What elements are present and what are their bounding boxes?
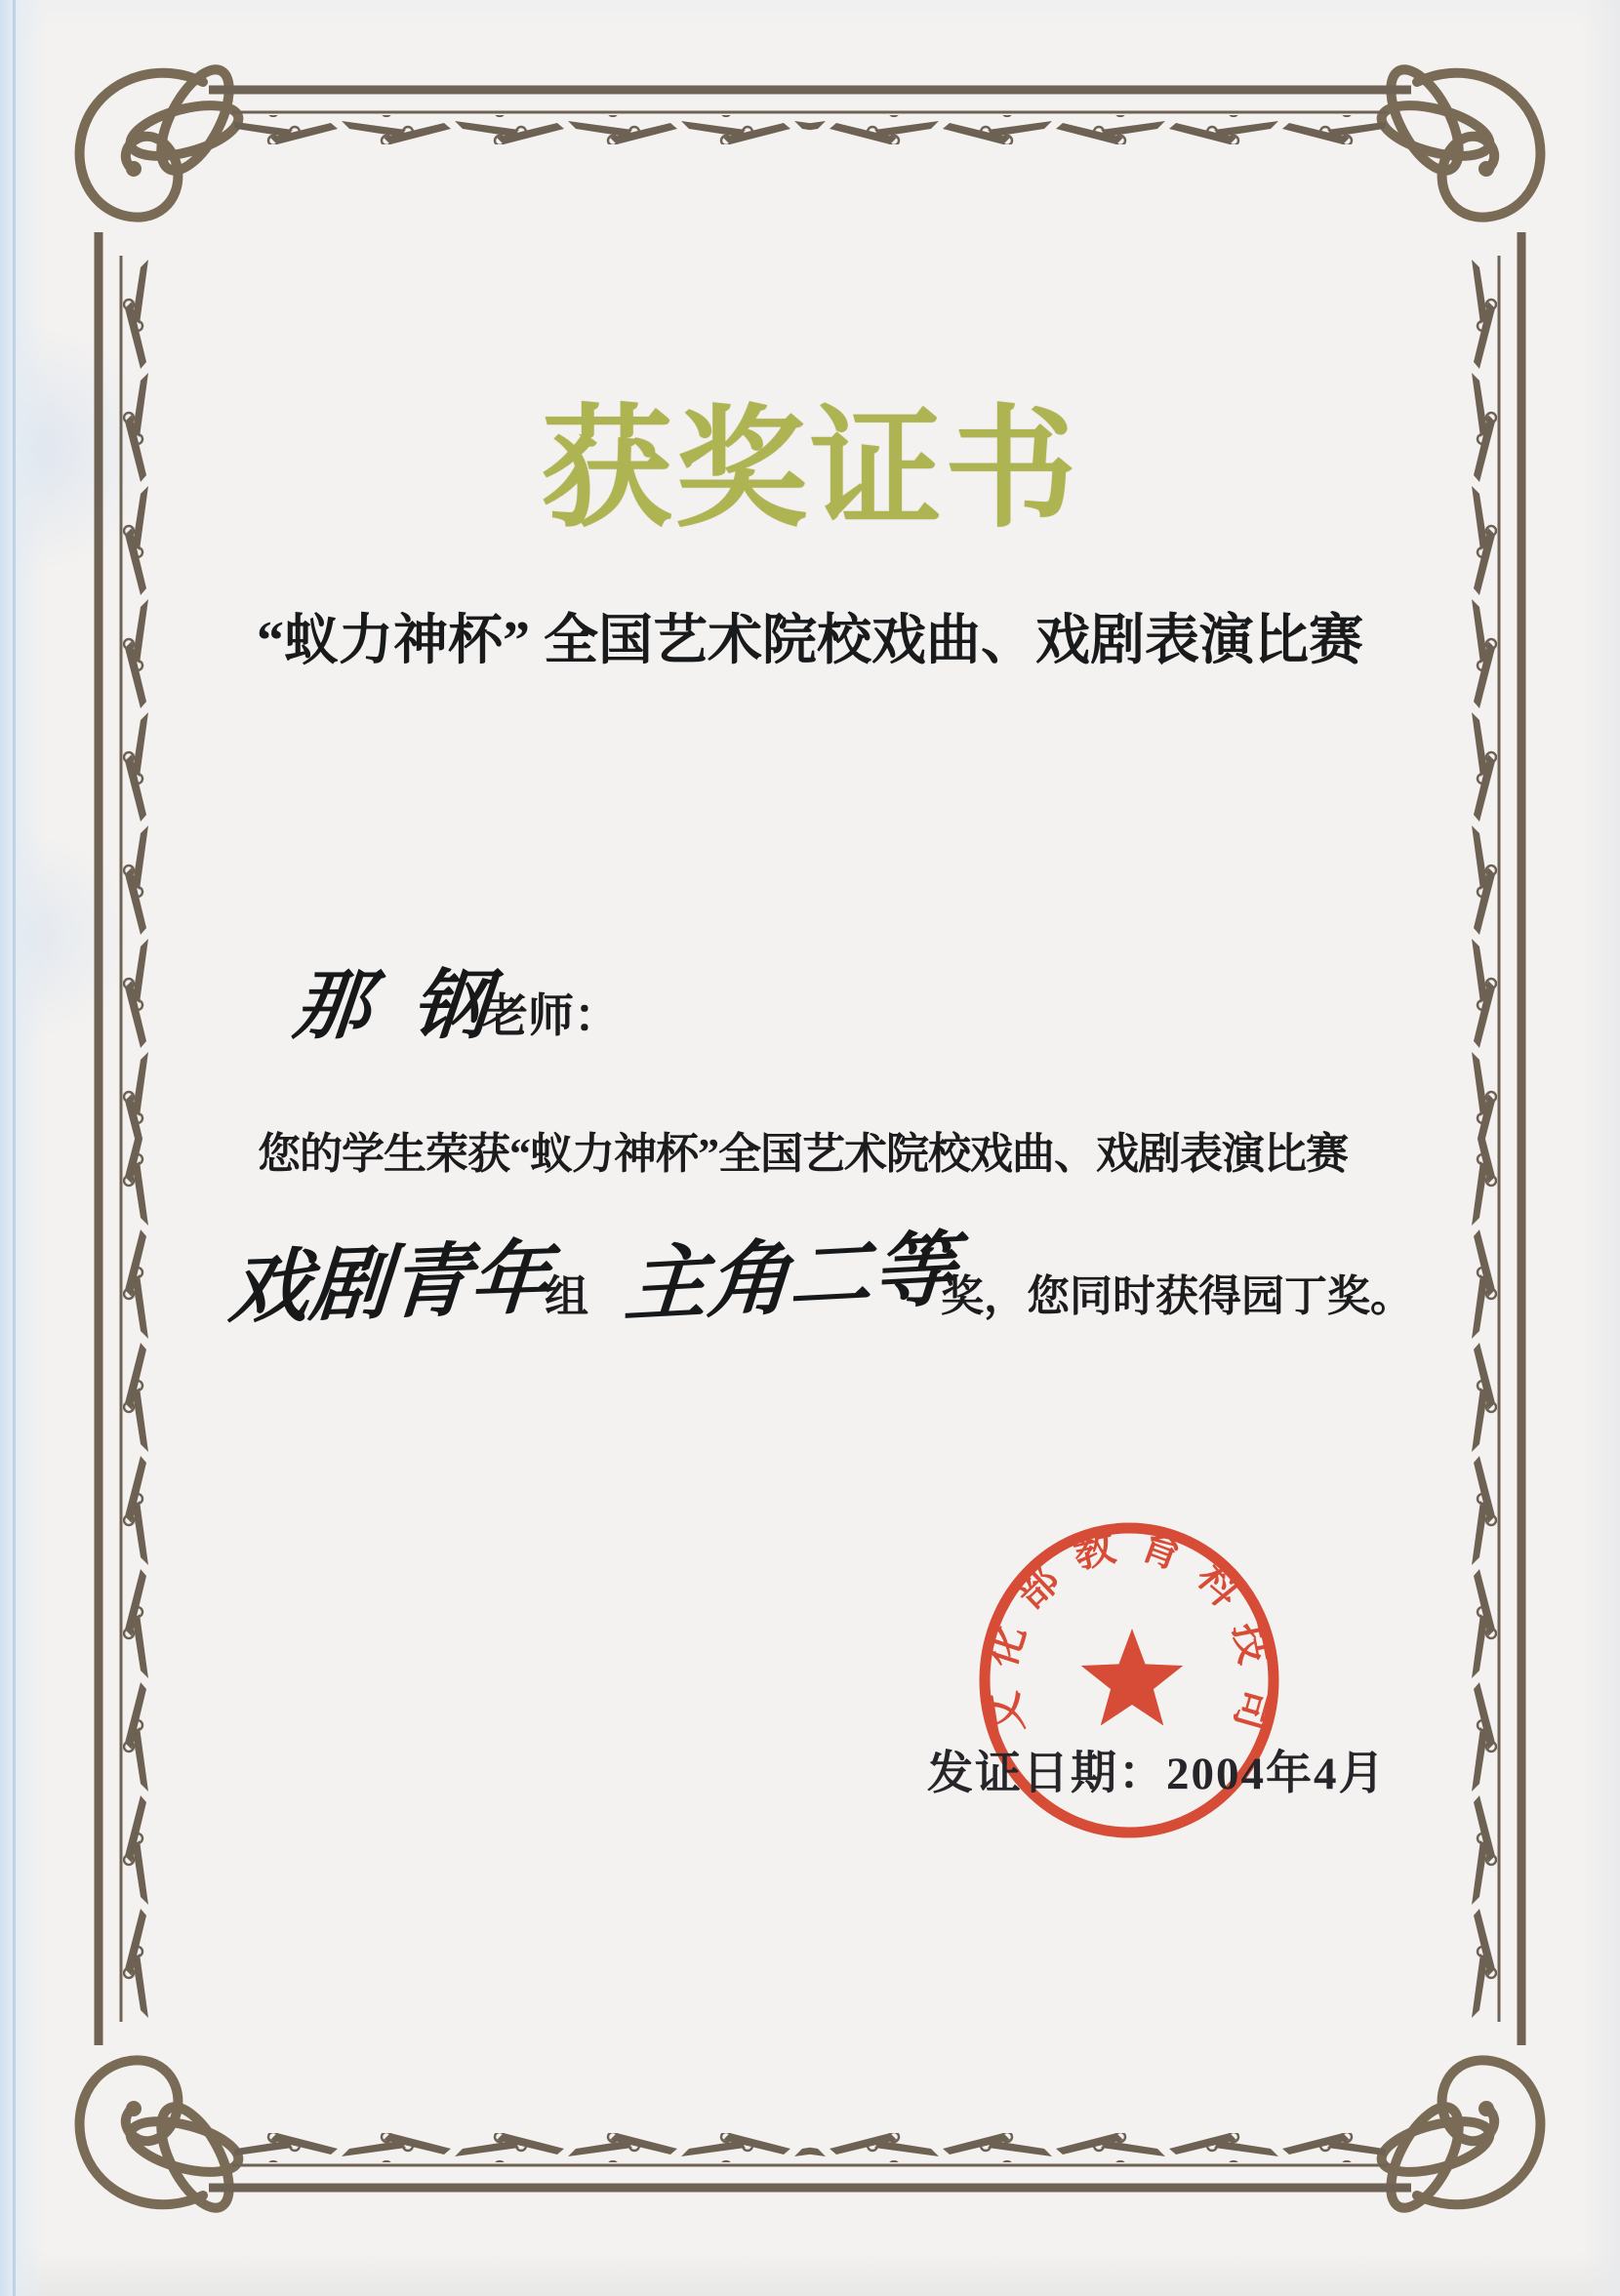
certificate-title: 获奖证书 [541,398,1079,544]
award-prize-handwritten: 主角二等 [622,1220,958,1334]
competition-name: “蚁力神杯” 全国艺术院校戏曲、戏剧表演比赛 [257,611,1363,671]
seal-arc-text: 文化部教育科技司 [978,1520,1280,1754]
body-text: 您的学生荣获“蚁力神杯”全国艺术院校戏曲、戏剧表演比赛 [258,1130,1348,1178]
award-group-label: 组 [545,1272,589,1321]
seal-star-icon [1081,1629,1184,1726]
award-group-handwritten: 戏剧青年 [225,1230,554,1336]
award-tail-text: 奖，您同时获得园丁奖。 [941,1272,1413,1320]
recipient-salutation: 老师： [482,991,620,1042]
recipient-name-handwritten: 那 钢 [290,961,493,1050]
issue-date: 发证日期：2004年4月 [927,1749,1387,1799]
